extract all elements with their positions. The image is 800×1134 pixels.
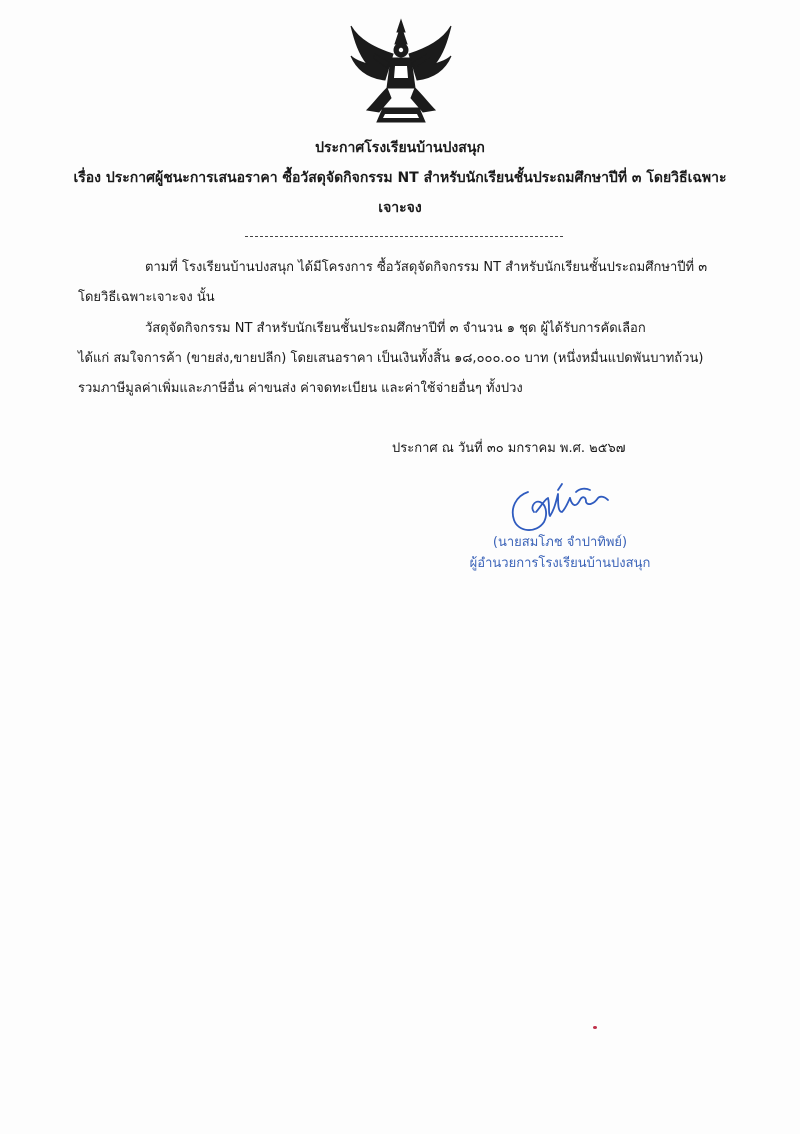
garuda-emblem-icon xyxy=(345,18,457,126)
paragraph-2-line-1: วัสดุจัดกิจกรรม NT สำหรับนักเรียนชั้นประถมศึกษาปีที่ ๓ จำนวน ๑ ชุด ผู้ได้รับการคัดเลือก xyxy=(145,321,646,336)
signatory-position: ผู้อำนวยการโรงเรียนบ้านปงสนุก xyxy=(469,556,651,571)
divider xyxy=(245,236,563,237)
announcement-date: ประกาศ ณ วันที่ ๓๐ มกราคม พ.ศ. ๒๕๖๗ xyxy=(392,441,626,456)
ink-spot xyxy=(593,1026,597,1029)
signatory-name: (นายสมโภช จำปาทิพย์) xyxy=(492,535,628,550)
signature-image xyxy=(506,478,612,538)
document-title: ประกาศโรงเรียนบ้านปงสนุก xyxy=(315,140,485,156)
subject-line: เรื่อง ประกาศผู้ชนะการเสนอราคา ซื้อวัสดุจัดกิจกรรม NT สำหรับนักเรียนชั้นประถมศึกษาปีที่ ๓ โดยวิธีเฉพาะ xyxy=(73,170,727,186)
subject-line-continued: เจาะจง xyxy=(378,200,422,216)
paragraph-1-line-1: ตามที่ โรงเรียนบ้านปงสนุก ได้มีโครงการ ซื้อวัสดุจัดกิจกรรม NT สำหรับนักเรียนชั้นประถมศึกษาปีที่ ๓ xyxy=(145,260,708,275)
paragraph-1-line-2: โดยวิธีเฉพาะเจาะจง นั้น xyxy=(78,290,215,305)
paragraph-2-line-3: รวมภาษีมูลค่าเพิ่มและภาษีอื่น ค่าขนส่ง ค่าจดทะเบียน และค่าใช้จ่ายอื่นๆ ทั้งปวง xyxy=(78,381,523,396)
paragraph-2-line-2: ได้แก่ สมใจการค้า (ขายส่ง,ขายปลีก) โดยเสนอราคา เป็นเงินทั้งสิ้น ๑๘,๐๐๐.๐๐ บาท (หนึ่งหมื่นแปดพันบาทถ้วน) xyxy=(78,351,704,366)
